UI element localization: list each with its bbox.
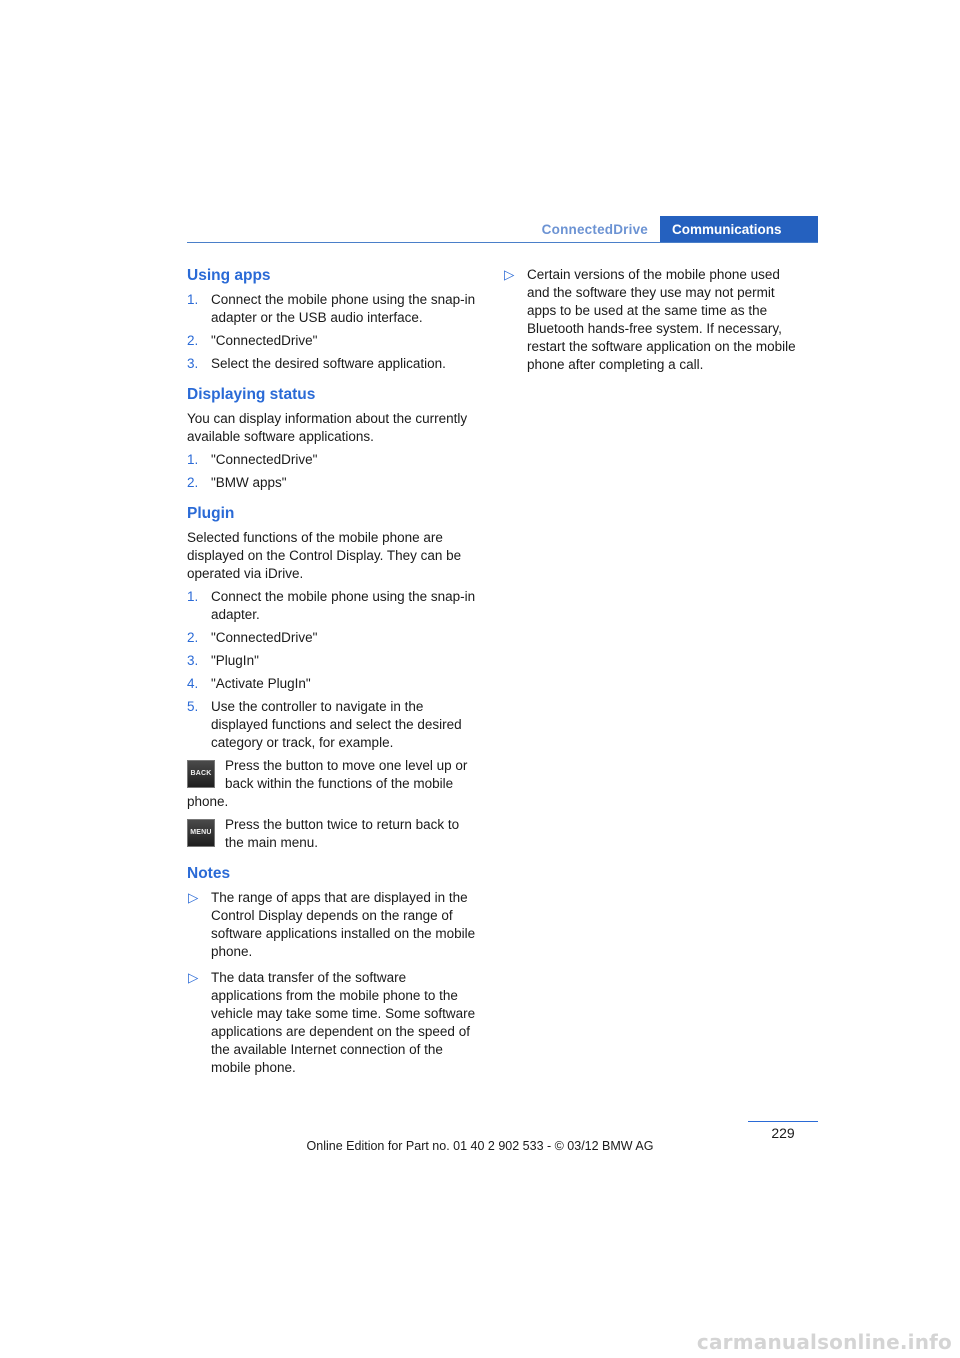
edition-line: Online Edition for Part no. 01 40 2 902 533 - © 03/12 BMW AG (306, 1139, 654, 1153)
using-apps-steps (187, 291, 479, 373)
section-notes (187, 864, 479, 1077)
list-item (503, 266, 803, 374)
step-number: 3. (187, 653, 199, 668)
step-number: 5. (187, 699, 199, 714)
plugin-steps (187, 588, 479, 752)
heading-plugin: Plugin (187, 505, 235, 522)
note-text: The range of apps that are displayed in the Control Display depends on the range of software applications installed on the mobile phone. (211, 890, 476, 959)
step-text: "ConnectedDrive" (211, 333, 318, 348)
menu-button-icon: MENU (187, 819, 215, 847)
left-column (187, 266, 479, 1089)
back-note-text: Press the button to move one level up or back within the functions of the mobile phone. (187, 758, 468, 809)
bullet-arrow-icon: ▷ (188, 970, 199, 985)
list-item (187, 451, 479, 469)
menu-note-text: Press the button twice to return back to the main menu. (225, 817, 460, 850)
step-text: Use the controller to navigate in the displayed functions and select the desired category or track, for example. (211, 699, 462, 750)
heading-displaying-status: Displaying status (187, 386, 316, 403)
step-text: Connect the mobile phone using the snap-in adapter. (211, 589, 476, 622)
page-number: 229 (771, 1125, 795, 1141)
section-displaying-status (187, 385, 479, 492)
heading-notes: Notes (187, 865, 231, 882)
back-button-note (187, 757, 479, 811)
list-item (187, 889, 479, 961)
right-column (503, 266, 803, 382)
list-item (187, 629, 479, 647)
notes-list-continued (503, 266, 803, 374)
list-item (187, 332, 479, 350)
step-number: 2. (187, 475, 199, 490)
heading-using-apps: Using apps (187, 267, 271, 284)
step-number: 4. (187, 676, 199, 691)
step-text: "PlugIn" (211, 653, 259, 668)
list-item (187, 675, 479, 693)
list-item (187, 474, 479, 492)
displaying-status-steps (187, 451, 479, 492)
displaying-status-intro: You can display information about the currently available software applications. (187, 411, 468, 444)
list-item (187, 652, 479, 670)
page-header (187, 216, 818, 243)
step-text: Connect the mobile phone using the snap-in adapter or the USB audio interface. (211, 292, 476, 325)
list-item (187, 355, 479, 373)
notes-list (187, 889, 479, 1077)
step-text: "Activate PlugIn" (211, 676, 311, 691)
step-number: 2. (187, 333, 199, 348)
back-button-icon: BACK (187, 760, 215, 788)
list-item (187, 969, 479, 1077)
step-number: 1. (187, 589, 199, 604)
list-item (187, 588, 479, 624)
step-number: 3. (187, 356, 199, 371)
step-text: Select the desired software application. (211, 356, 446, 371)
step-text: "ConnectedDrive" (211, 452, 318, 467)
plugin-intro: Selected functions of the mobile phone are displayed on the Control Display. They can be operated via iDrive. (187, 530, 462, 581)
bullet-arrow-icon: ▷ (504, 267, 515, 282)
step-number: 1. (187, 452, 199, 467)
header-chapter-tab: Communications (660, 216, 818, 243)
step-number: 2. (187, 630, 199, 645)
section-using-apps (187, 266, 479, 373)
step-number: 1. (187, 292, 199, 307)
bullet-arrow-icon: ▷ (188, 890, 199, 905)
header-rule (187, 242, 818, 243)
header-section-label: ConnectedDrive (541, 222, 648, 237)
note-text: Certain versions of the mobile phone used and the software they use may not permit apps to be used at the same time as the Bluetooth hands-free system. If necessary, restart the software application on the mobile phone after completing a call. (527, 267, 796, 372)
step-text: "BMW apps" (211, 475, 287, 490)
section-plugin (187, 504, 479, 852)
menu-button-note (187, 816, 479, 852)
list-item (187, 291, 479, 327)
watermark: carmanualsonline.info (696, 1330, 952, 1354)
step-text: "ConnectedDrive" (211, 630, 318, 645)
list-item (187, 698, 479, 752)
note-text: The data transfer of the software applications from the mobile phone to the vehicle may take some time. Some software applications are dependent on the speed of the available Internet connection of the mobile phone. (211, 970, 476, 1075)
footer-rule (748, 1121, 818, 1122)
